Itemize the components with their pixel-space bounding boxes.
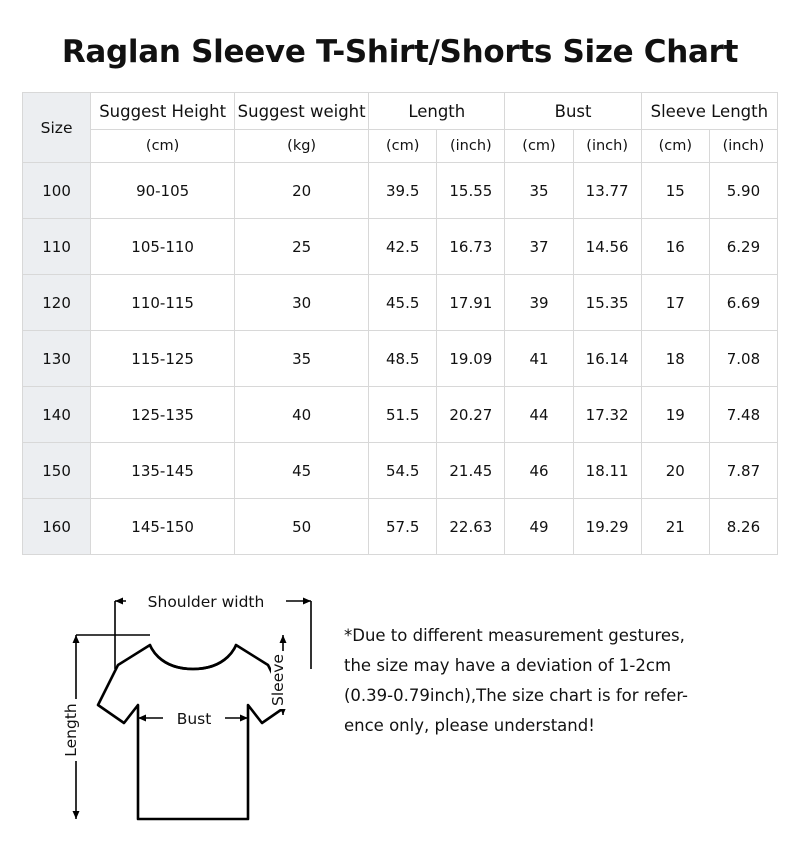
cell-weight: 45 [235,443,369,499]
cell-length-cm: 57.5 [369,499,437,555]
unit-header-length-cm: (cm) [369,130,437,163]
table-row [23,331,778,387]
cell-sleeve-inch: 6.29 [709,219,777,275]
tshirt-body-outline [98,645,288,819]
cell-size: 160 [23,499,91,555]
cell-size: 120 [23,275,91,331]
cell-size: 150 [23,443,91,499]
cell-height: 125-135 [91,387,235,443]
cell-length-cm: 54.5 [369,443,437,499]
length-label: Length [62,703,80,757]
column-header-suggest-weight: Suggest weight [235,93,369,130]
cell-sleeve-cm: 17 [641,275,709,331]
cell-length-inch: 20.27 [437,387,505,443]
cell-sleeve-cm: 16 [641,219,709,275]
cell-bust-cm: 35 [505,163,573,219]
note-line-2: the size may have a deviation of 1-2cm [344,656,672,675]
cell-sleeve-cm: 21 [641,499,709,555]
cell-bust-cm: 37 [505,219,573,275]
cell-bust-inch: 14.56 [573,219,641,275]
table-row [23,275,778,331]
cell-sleeve-inch: 6.69 [709,275,777,331]
cell-length-cm: 42.5 [369,219,437,275]
unit-header-bust-cm: (cm) [505,130,573,163]
note-line-1: *Due to different measurement gestures, [344,626,685,645]
cell-weight: 50 [235,499,369,555]
unit-header-height: (cm) [91,130,235,163]
unit-header-sleeve-cm: (cm) [641,130,709,163]
cell-height: 145-150 [91,499,235,555]
column-header-bust: Bust [505,93,641,130]
cell-length-inch: 21.45 [437,443,505,499]
cell-length-inch: 16.73 [437,219,505,275]
column-header-sleeve-length: Sleeve Length [641,93,777,130]
sleeve-label: Sleeve [269,654,287,706]
table-row [23,219,778,275]
cell-bust-inch: 17.32 [573,387,641,443]
cell-length-cm: 39.5 [369,163,437,219]
column-header-size: Size [23,93,91,163]
cell-sleeve-cm: 18 [641,331,709,387]
shoulder-width-label: Shoulder width [147,593,265,611]
size-chart-table [22,92,778,555]
sleeve-arrow-top-head [280,635,287,643]
column-header-suggest-height: Suggest Height [91,93,235,130]
page-title: Raglan Sleeve T-Shirt/Shorts Size Chart [61,34,739,70]
cell-height: 90-105 [91,163,235,219]
table-header-group-row [23,93,778,130]
cell-height: 105-110 [91,219,235,275]
unit-header-bust-inch: (inch) [573,130,641,163]
size-chart-page [0,34,800,859]
cell-sleeve-inch: 7.87 [709,443,777,499]
table-body [23,163,778,555]
cell-size: 130 [23,331,91,387]
cell-bust-inch: 19.29 [573,499,641,555]
cell-length-inch: 19.09 [437,331,505,387]
cell-size: 110 [23,219,91,275]
length-arrow-top-head [73,635,80,643]
cell-bust-inch: 16.14 [573,331,641,387]
disclaimer-note [344,621,794,741]
unit-header-length-inch: (inch) [437,130,505,163]
cell-sleeve-inch: 7.48 [709,387,777,443]
cell-bust-cm: 46 [505,443,573,499]
table-row [23,163,778,219]
cell-weight: 40 [235,387,369,443]
cell-sleeve-inch: 8.26 [709,499,777,555]
cell-sleeve-inch: 7.08 [709,331,777,387]
bottom-section [22,573,778,823]
length-arrow-bottom-head [73,811,80,819]
tshirt-measurement-diagram [58,573,328,823]
cell-size: 140 [23,387,91,443]
cell-length-inch: 22.63 [437,499,505,555]
cell-weight: 20 [235,163,369,219]
table-header-unit-row [23,130,778,163]
table-header [23,93,778,163]
bust-label: Bust [176,710,212,728]
unit-header-sleeve-inch: (inch) [709,130,777,163]
cell-bust-cm: 39 [505,275,573,331]
table-row [23,499,778,555]
cell-length-cm: 51.5 [369,387,437,443]
note-line-4: ence only, please understand! [344,716,595,735]
table-row [23,387,778,443]
column-header-length: Length [369,93,505,130]
cell-bust-inch: 18.11 [573,443,641,499]
cell-length-inch: 17.91 [437,275,505,331]
cell-length-inch: 15.55 [437,163,505,219]
cell-height: 135-145 [91,443,235,499]
cell-weight: 25 [235,219,369,275]
tshirt-diagram-svg [58,573,328,823]
table-row [23,443,778,499]
cell-size: 100 [23,163,91,219]
cell-sleeve-cm: 15 [641,163,709,219]
cell-height: 115-125 [91,331,235,387]
cell-bust-cm: 44 [505,387,573,443]
cell-sleeve-cm: 19 [641,387,709,443]
cell-bust-inch: 15.35 [573,275,641,331]
cell-height: 110-115 [91,275,235,331]
note-line-3: (0.39-0.79inch),The size chart is for refer- [344,686,689,705]
cell-sleeve-inch: 5.90 [709,163,777,219]
shoulder-arrow-left-head [115,598,123,605]
unit-header-weight: (kg) [235,130,369,163]
cell-length-cm: 45.5 [369,275,437,331]
cell-bust-cm: 49 [505,499,573,555]
cell-bust-inch: 13.77 [573,163,641,219]
cell-sleeve-cm: 20 [641,443,709,499]
shoulder-arrow-right-head [303,598,311,605]
cell-weight: 30 [235,275,369,331]
cell-weight: 35 [235,331,369,387]
cell-bust-cm: 41 [505,331,573,387]
cell-length-cm: 48.5 [369,331,437,387]
